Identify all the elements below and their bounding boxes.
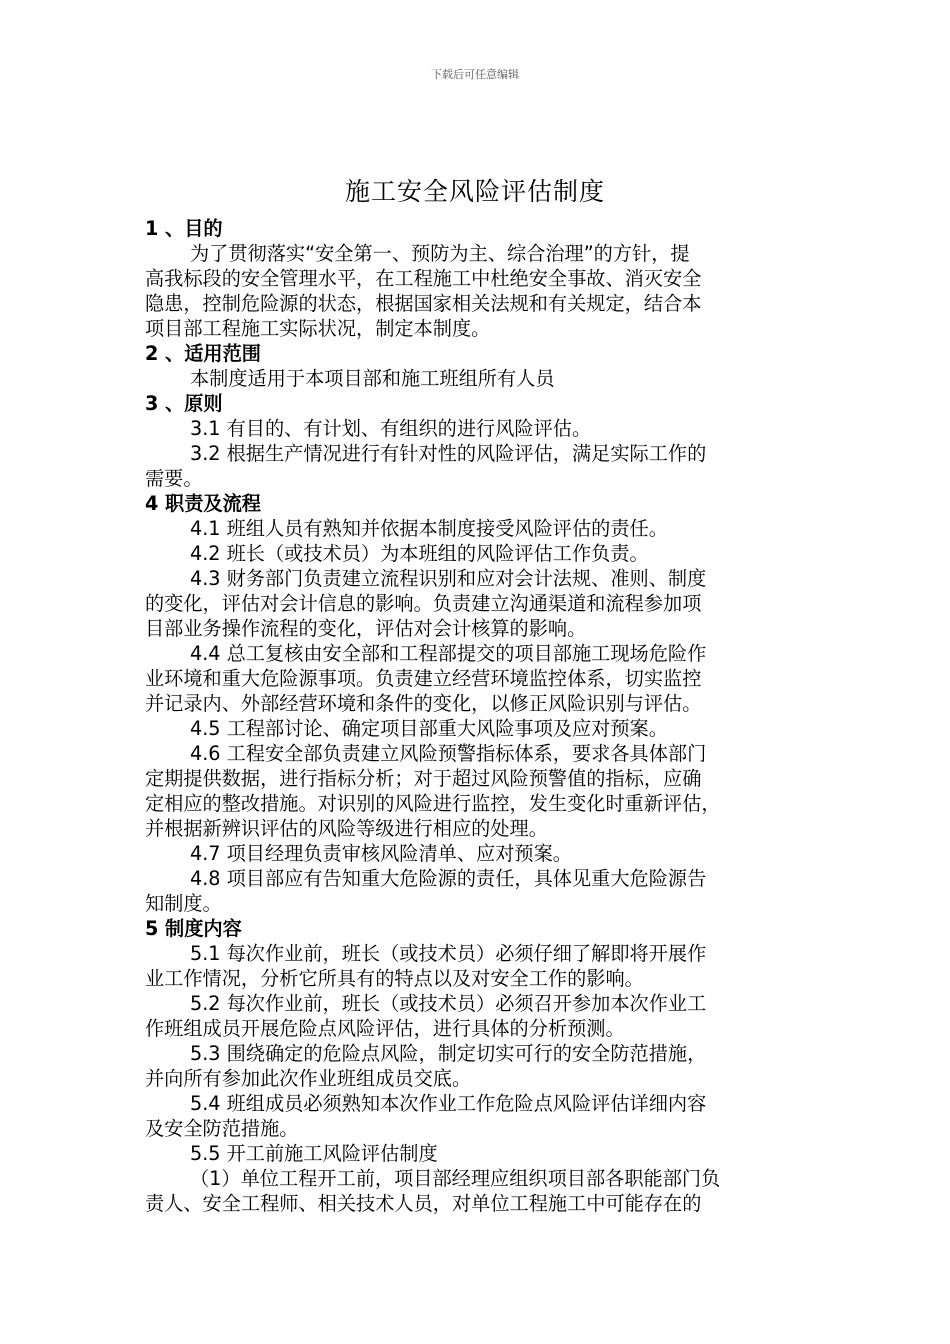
section-heading: 1 、目的 xyxy=(145,217,223,240)
body-line: 4.7 项目经理负责审核风险清单、应对预案。 xyxy=(190,842,572,865)
body-line: 知制度。 xyxy=(145,892,222,915)
body-line: 4.5 工程部讨论、确定项目部重大风险事项及应对预案。 xyxy=(190,717,668,740)
body-line: 5.2 每次作业前，班长（或技术员）必须召开参加本次作业工 xyxy=(190,992,707,1015)
body-line: 5.4 班组成员必须熟知本次作业工作危险点风险评估详细内容 xyxy=(190,1092,707,1115)
body-line: 为了贯彻落实“安全第一、预防为主、综合治理”的方针，提 xyxy=(190,242,690,265)
body-line: 及安全防范措施。 xyxy=(145,1117,299,1140)
body-line: 作班组成员开展危险点风险评估，进行具体的分析预测。 xyxy=(145,1017,625,1040)
body-line: 3.1 有目的、有计划、有组织的进行风险评估。 xyxy=(190,417,592,440)
body-line: 项目部工程施工实际状况，制定本制度。 xyxy=(145,317,491,340)
body-line: 本制度适用于本项目部和施工班组所有人员 xyxy=(190,367,555,390)
body-line: 5.3 围绕确定的危险点风险，制定切实可行的安全防范措施， xyxy=(190,1042,707,1065)
section-heading: 5 制度内容 xyxy=(145,917,242,940)
body-line: 目部业务操作流程的变化，评估对会计核算的影响。 xyxy=(145,617,587,640)
body-line: 业环境和重大危险源事项。负责建立经营环境监控体系，切实监控 xyxy=(145,667,702,690)
page-header: 下载后可任意编辑 xyxy=(431,68,519,81)
body-line: 4.8 项目部应有告知重大危险源的责任，具体见重大危险源告 xyxy=(190,867,707,890)
body-line: 定相应的整改措施。对识别的风险进行监控，发生变化时重新评估， xyxy=(145,792,721,815)
body-line: 并根据新辨识评估的风险等级进行相应的处理。 xyxy=(145,817,548,840)
body-line: 需要。 xyxy=(145,467,203,490)
body-line: 4.6 工程安全部负责建立风险预警指标体系，要求各具体部门 xyxy=(190,742,707,765)
section-heading: 4 职责及流程 xyxy=(145,492,261,515)
section-heading: 2 、适用范围 xyxy=(145,342,261,365)
body-line: 4.1 班组人员有熟知并依据本制度接受风险评估的责任。 xyxy=(190,517,668,540)
body-line: （1）单位工程开工前，项目部经理应组织项目部各职能部门负 xyxy=(190,1167,721,1190)
body-line: 5.1 每次作业前，班长（或技术员）必须仔细了解即将开展作 xyxy=(190,942,707,965)
body-line: 责人、安全工程师、相关技术人员，对单位工程施工中可能存在的 xyxy=(145,1192,702,1215)
body-line: 高我标段的安全管理水平，在工程施工中杜绝安全事故、消灭安全 xyxy=(145,267,702,290)
body-line: 4.3 财务部门负责建立流程识别和应对会计法规、准则、制度 xyxy=(190,567,707,590)
body-line: 并向所有参加此次作业班组成员交底。 xyxy=(145,1067,472,1090)
document-title: 施工安全风险评估制度 xyxy=(344,177,605,206)
body-line: 5.5 开工前施工风险评估制度 xyxy=(190,1142,438,1165)
body-line: 并记录内、外部经营环境和条件的变化，以修正风险识别与评估。 xyxy=(145,692,702,715)
body-line: 隐患，控制危险源的状态，根据国家相关法规和有关规定，结合本 xyxy=(145,292,702,315)
body-line: 业工作情况，分析它所具有的特点以及对安全工作的影响。 xyxy=(145,967,644,990)
body-line: 4.4 总工复核由安全部和工程部提交的项目部施工现场危险作 xyxy=(190,642,707,665)
body-line: 的变化，评估对会计信息的影响。负责建立沟通渠道和流程参加项 xyxy=(145,592,702,615)
body-line: 3.2 根据生产情况进行有针对性的风险评估，满足实际工作的 xyxy=(190,442,707,465)
body-line: 4.2 班长（或技术员）为本班组的风险评估工作负责。 xyxy=(190,542,649,565)
section-heading: 3 、原则 xyxy=(145,392,223,415)
body-line: 定期提供数据，进行指标分析；对于超过风险预警值的指标，应确 xyxy=(145,767,702,790)
document-body xyxy=(145,216,810,1216)
